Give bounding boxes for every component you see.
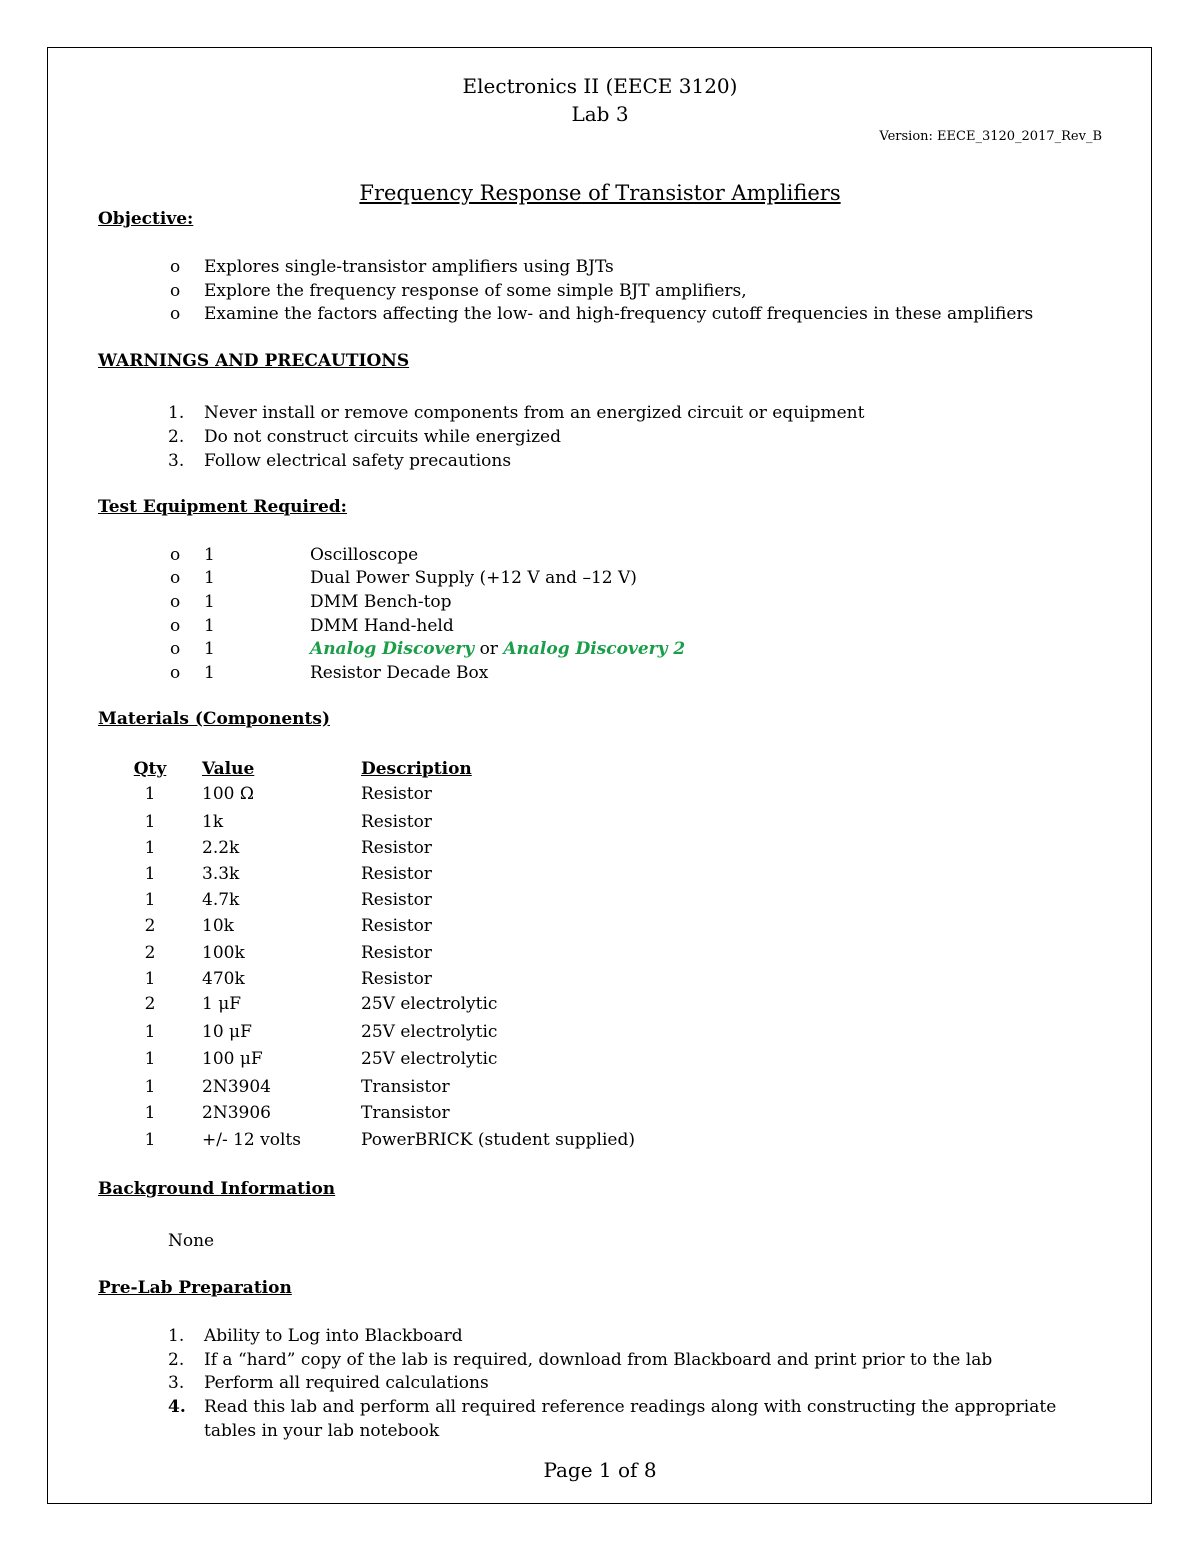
bullet-marker: o bbox=[170, 616, 181, 636]
equipment-name-analog bbox=[310, 639, 685, 659]
background-heading: Background Information bbox=[98, 1179, 336, 1199]
material-value: 100 Ω bbox=[202, 784, 254, 804]
material-description: Resistor bbox=[361, 784, 432, 804]
material-description: Resistor bbox=[361, 864, 432, 884]
warning-item: Never install or remove components from an energized circuit or equipment bbox=[204, 403, 865, 423]
material-description: 25V electrolytic bbox=[361, 1022, 498, 1042]
equipment-name: Oscilloscope bbox=[310, 545, 419, 565]
material-value: 10 μF bbox=[202, 1022, 252, 1042]
equipment-qty: 1 bbox=[204, 545, 215, 565]
objective-item: Examine the factors affecting the low- and high-frequency cutoff frequencies in these amplifiers bbox=[204, 304, 1034, 324]
objective-heading: Objective: bbox=[98, 209, 194, 229]
material-qty: 2 bbox=[144, 994, 156, 1014]
prelab-item: Ability to Log into Blackboard bbox=[204, 1326, 463, 1346]
list-number: 2. bbox=[168, 1350, 185, 1370]
material-value: 1k bbox=[202, 812, 224, 832]
material-value: 10k bbox=[202, 916, 234, 936]
list-number: 1. bbox=[168, 1326, 185, 1346]
material-qty: 1 bbox=[144, 1049, 156, 1069]
prelab-item-continued: tables in your lab notebook bbox=[204, 1421, 440, 1441]
material-qty: 1 bbox=[144, 1022, 156, 1042]
bullet-marker: o bbox=[170, 545, 181, 565]
material-value: 470k bbox=[202, 969, 245, 989]
material-qty: 1 bbox=[144, 1130, 156, 1150]
material-description: Resistor bbox=[361, 943, 432, 963]
bullet-marker: o bbox=[170, 304, 181, 324]
list-number: 2. bbox=[168, 427, 185, 447]
material-description: Resistor bbox=[361, 890, 432, 910]
equipment-qty: 1 bbox=[204, 663, 215, 683]
objective-item: Explores single-transistor amplifiers using BJTs bbox=[204, 257, 614, 277]
material-qty: 1 bbox=[144, 1077, 156, 1097]
objective-item: Explore the frequency response of some simple BJT amplifiers, bbox=[204, 281, 747, 301]
lab-number: Lab 3 bbox=[571, 102, 629, 126]
material-description: PowerBRICK (student supplied) bbox=[361, 1130, 635, 1150]
page-number: Page 1 of 8 bbox=[543, 1458, 657, 1482]
material-description: Resistor bbox=[361, 916, 432, 936]
column-header-description: Description bbox=[361, 759, 472, 779]
bullet-marker: o bbox=[170, 281, 181, 301]
material-qty: 1 bbox=[144, 864, 156, 884]
material-description: Resistor bbox=[361, 969, 432, 989]
material-qty: 1 bbox=[144, 838, 156, 858]
warning-item: Follow electrical safety precautions bbox=[204, 451, 512, 471]
material-qty: 1 bbox=[144, 969, 156, 989]
warnings-heading: WARNINGS AND PRECAUTIONS bbox=[98, 351, 410, 371]
bullet-marker: o bbox=[170, 663, 181, 683]
equipment-name: Resistor Decade Box bbox=[310, 663, 489, 683]
document-title: Frequency Response of Transistor Amplifiers bbox=[359, 181, 841, 205]
material-qty: 1 bbox=[144, 1103, 156, 1123]
column-header-qty: Qty bbox=[133, 759, 167, 779]
or-label: or bbox=[479, 639, 498, 659]
equipment-name: Dual Power Supply (+12 V and –12 V) bbox=[310, 568, 637, 588]
materials-heading: Materials (Components) bbox=[98, 709, 331, 729]
prelab-item: Read this lab and perform all required reference readings along with constructing the appropriate bbox=[204, 1397, 1057, 1417]
list-number: 3. bbox=[168, 451, 185, 471]
material-description: Resistor bbox=[361, 838, 432, 858]
prelab-item: Perform all required calculations bbox=[204, 1373, 489, 1393]
material-description: Transistor bbox=[361, 1077, 450, 1097]
bullet-marker: o bbox=[170, 568, 181, 588]
material-qty: 1 bbox=[144, 812, 156, 832]
warning-item: Do not construct circuits while energized bbox=[204, 427, 561, 447]
material-value: 1 μF bbox=[202, 994, 242, 1014]
material-value: 100k bbox=[202, 943, 245, 963]
background-text: None bbox=[168, 1231, 215, 1251]
bullet-marker: o bbox=[170, 592, 181, 612]
equipment-qty: 1 bbox=[204, 568, 215, 588]
equipment-qty: 1 bbox=[204, 592, 215, 612]
version-label: Version: EECE_3120_2017_Rev_B bbox=[879, 129, 1102, 144]
analog-discovery-label: Analog Discovery bbox=[310, 639, 475, 659]
material-description: Resistor bbox=[361, 812, 432, 832]
bullet-marker: o bbox=[170, 639, 181, 659]
list-number: 4. bbox=[168, 1397, 186, 1417]
material-qty: 2 bbox=[144, 943, 156, 963]
material-description: 25V electrolytic bbox=[361, 994, 498, 1014]
bullet-marker: o bbox=[170, 257, 181, 277]
material-qty: 1 bbox=[144, 784, 156, 804]
prelab-item: If a “hard” copy of the lab is required, download from Blackboard and print prior to the lab bbox=[204, 1350, 993, 1370]
prelab-heading: Pre-Lab Preparation bbox=[98, 1278, 292, 1298]
analog-discovery-2-label: Analog Discovery 2 bbox=[503, 639, 686, 659]
material-qty: 2 bbox=[144, 916, 156, 936]
material-value: 3.3k bbox=[202, 864, 240, 884]
material-description: 25V electrolytic bbox=[361, 1049, 498, 1069]
list-number: 1. bbox=[168, 403, 185, 423]
material-value: 2N3904 bbox=[202, 1077, 271, 1097]
material-value: +/- 12 volts bbox=[202, 1130, 301, 1150]
equipment-qty: 1 bbox=[204, 616, 215, 636]
equipment-name: DMM Bench-top bbox=[310, 592, 452, 612]
material-qty: 1 bbox=[144, 890, 156, 910]
list-number: 3. bbox=[168, 1373, 185, 1393]
course-title: Electronics II (EECE 3120) bbox=[462, 74, 738, 98]
material-description: Transistor bbox=[361, 1103, 450, 1123]
material-value: 2.2k bbox=[202, 838, 240, 858]
material-value: 4.7k bbox=[202, 890, 240, 910]
material-value: 100 μF bbox=[202, 1049, 263, 1069]
equipment-qty: 1 bbox=[204, 639, 215, 659]
equipment-heading: Test Equipment Required: bbox=[98, 497, 347, 517]
column-header-value: Value bbox=[202, 759, 255, 779]
equipment-name: DMM Hand-held bbox=[310, 616, 454, 636]
material-value: 2N3906 bbox=[202, 1103, 271, 1123]
